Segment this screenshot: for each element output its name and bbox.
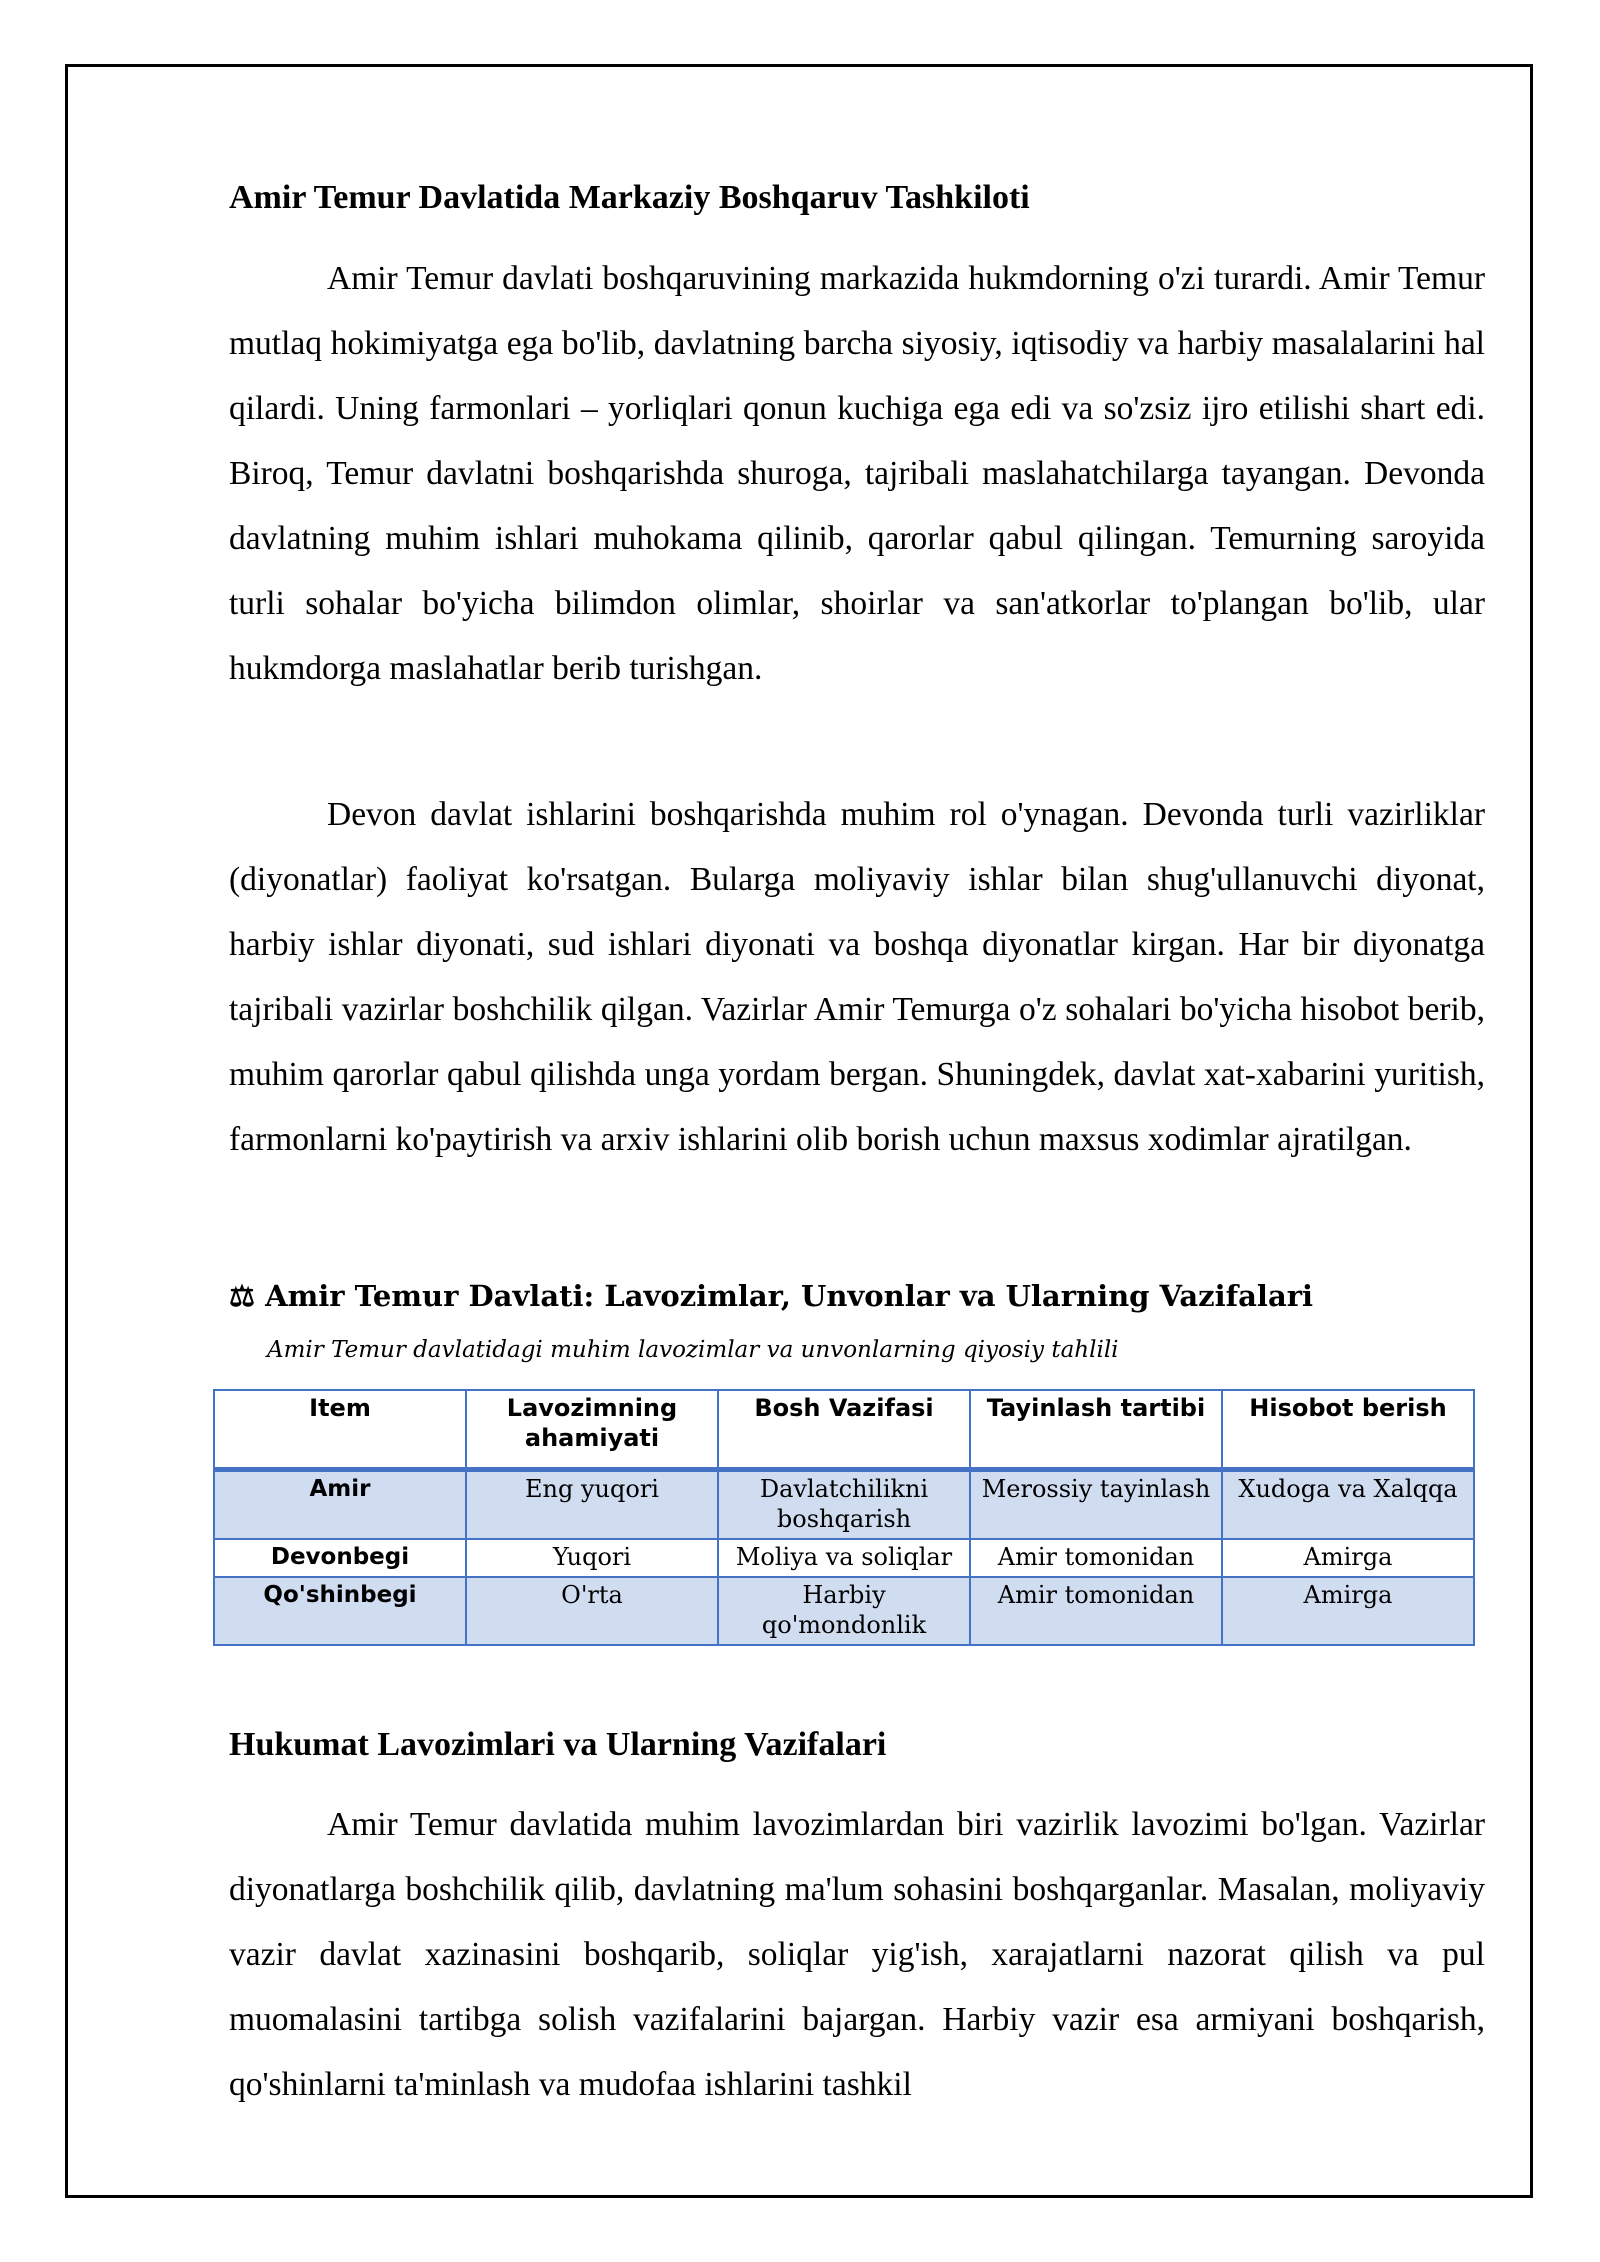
- table-cell: Amir: [214, 1470, 466, 1540]
- table-header-cell: Lavozimning ahamiyati: [466, 1390, 718, 1470]
- table-row: [214, 1539, 1474, 1577]
- table-cell: Amir tomonidan: [970, 1577, 1222, 1645]
- paragraph-1: Amir Temur davlati boshqaruvining markazida hukmdorning o'zi turardi. Amir Temur mutlaq hokimiyatga ega bo'lib, davlatning barcha siyosiy, iqtisodiy va harbiy masalalarini hal qilardi. Uning farmonlari – yorliqlari qonun kuchiga ega edi va so'zsiz ijro etilishi shart edi. Biroq, Temur davlatni boshqarishda shuroga, tajribali maslahatchilarga tayangan. Devonda davlatning muhim ishlari muhokama qilinib, qarorlar qabul qilingan. Temurning saroyida turli sohalar bo'yicha bilimdon olimlar, shoirlar va san'atkorlar to'plangan bo'lib, ular hukmdorga maslahatlar berib turishgan.: [229, 260, 1485, 687]
- table-cell: Moliya va soliqlar: [718, 1539, 970, 1577]
- table-cell: Amirga: [1222, 1577, 1474, 1645]
- table-cell: Xudoga va Xalqqa: [1222, 1470, 1474, 1540]
- table-row: [214, 1577, 1474, 1645]
- positions-table: [213, 1389, 1475, 1646]
- table-cell: Amir tomonidan: [970, 1539, 1222, 1577]
- section-heading-hukumat-lavozimlari: Hukumat Lavozimlari va Ularning Vazifalari: [229, 1726, 887, 1763]
- table-cell: Yuqori: [466, 1539, 718, 1577]
- table-header-cell: Hisobot berish: [1222, 1390, 1474, 1470]
- table-header-cell: Item: [214, 1390, 466, 1470]
- table-title: ⚖ Amir Temur Davlati: Lavozimlar, Unvonlar va Ularning Vazifalari: [229, 1279, 1314, 1313]
- paragraph-3: Amir Temur davlatida muhim lavozimlardan biri vazirlik lavozimi bo'lgan. Vazirlar diyonatlarga boshchilik qilib, davlatning ma'lum sohasini boshqarganlar. Masalan, moliyaviy vazir davlat xazinasini boshqarib, soliqlar yig'ish, xarajatlarni nazorat qilish va pul muomalasini tartibga solish vazifalarini bajargan. Harbiy vazir esa armiyani boshqarish, qo'shinlarni ta'minlash va mudofaa ishlarini tashkil: [229, 1806, 1485, 2103]
- table-header-cell: Tayinlash tartibi: [970, 1390, 1222, 1470]
- table-subtitle: Amir Temur davlatidagi muhim lavozimlar va unvonlarning qiyosiy tahlili: [267, 1337, 1119, 1363]
- paragraph-2: Devon davlat ishlarini boshqarishda muhim rol o'ynagan. Devonda turli vazirliklar (diyonatlar) faoliyat ko'rsatgan. Bularga moliyaviy ishlar bilan shug'ullanuvchi diyonat, harbiy ishlar diyonati, sud ishlari diyonati va boshqa diyonatlar kirgan. Har bir diyonatga tajribali vazirlar boshchilik qilgan. Vazirlar Amir Temurga o'z sohalari bo'yicha hisobot berib, muhim qarorlar qabul qilishda unga yordam bergan. Shuningdek, davlat xat-xabarini yuritish, farmonlarni ko'paytirish va arxiv ishlarini olib borish uchun maxsus xodimlar ajratilgan.: [229, 796, 1485, 1158]
- table-cell: Davlatchilikni boshqarish: [718, 1470, 970, 1540]
- table-header-cell: Bosh Vazifasi: [718, 1390, 970, 1470]
- table-cell: Eng yuqori: [466, 1470, 718, 1540]
- table-cell: Amirga: [1222, 1539, 1474, 1577]
- table-cell: O'rta: [466, 1577, 718, 1645]
- section-heading-markaziy-boshqaruv: Amir Temur Davlatida Markaziy Boshqaruv Tashkiloti: [229, 179, 1030, 216]
- table-cell: Harbiy qo'mondonlik: [718, 1577, 970, 1645]
- table-cell: Devonbegi: [214, 1539, 466, 1577]
- table-cell: Qo'shinbegi: [214, 1577, 466, 1645]
- table-header-row: [214, 1390, 1474, 1470]
- table-row: [214, 1470, 1474, 1540]
- table-cell: Merossiy tayinlash: [970, 1470, 1222, 1540]
